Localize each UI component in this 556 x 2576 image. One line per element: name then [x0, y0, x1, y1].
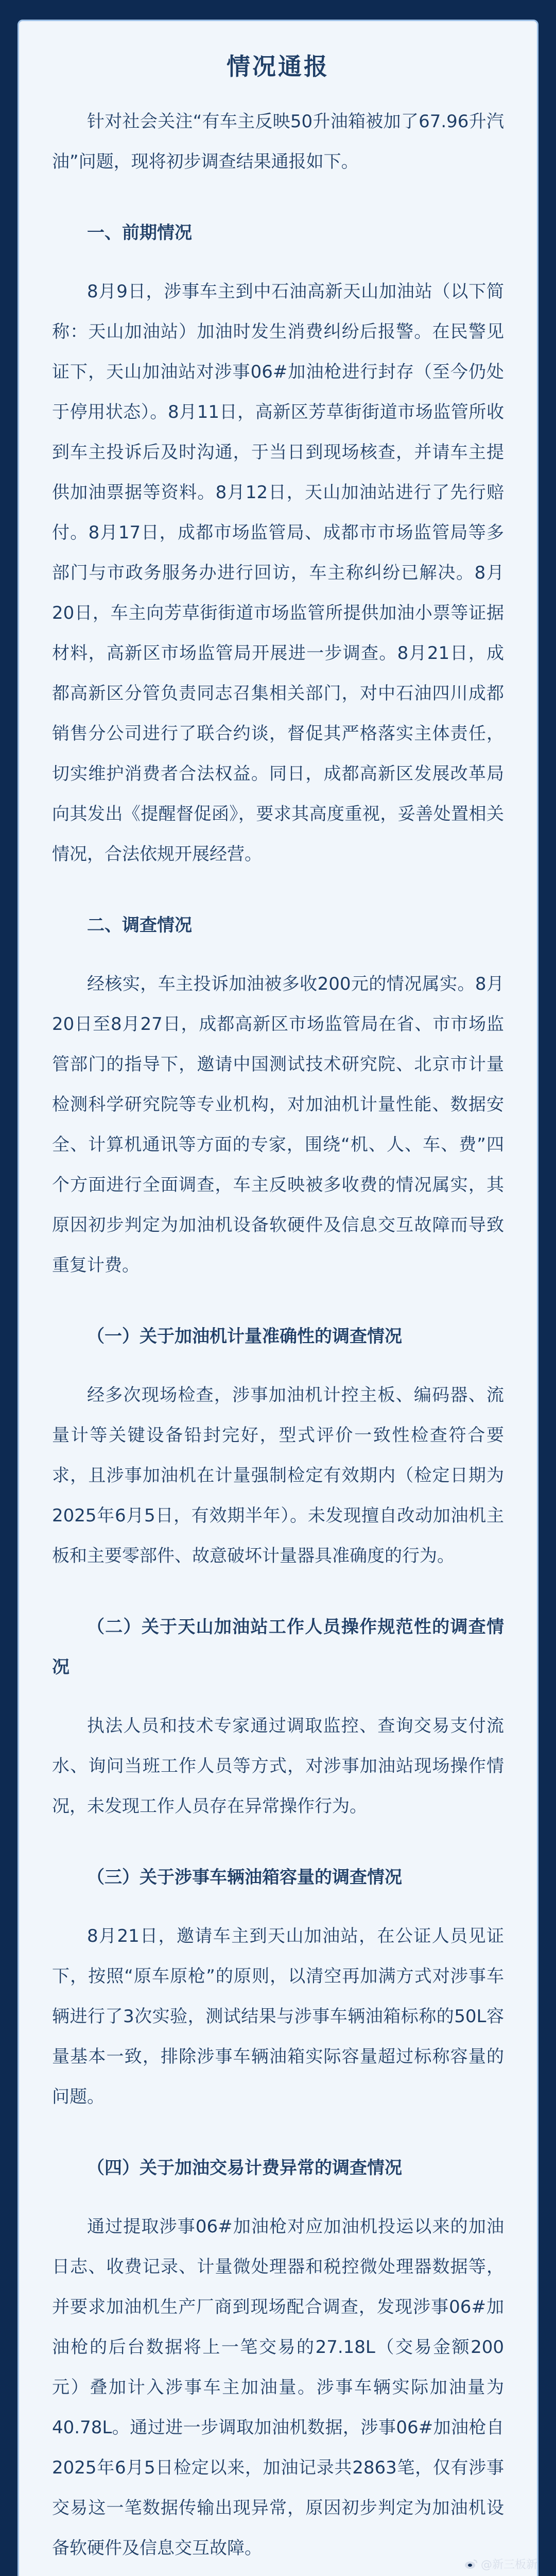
watermark [464, 2556, 537, 2572]
subsection-2-text: 执法人员和技术专家通过调取监控、查询交易支付流水、询问当班工作人员等方式，对涉事加油站现场操作情况，未发现工作人员存在异常操作行为。 [52, 1716, 504, 1817]
subsection-4-text: 通过提取涉事06#加油枪对应加油机投运以来的加油日志、收费记录、计量微处理器和税控微处理器数据等，并要求加油机生产厂商到现场配合调查，发现涉事06#加油枪的后台数据将上一笔交易的27.18L（交易金额200元）叠加计入涉事车主加油量。涉事车辆实际加油量为40.78L。通过进一步调取加油机数据，涉事06#加油枪自2025年6月5日检定以来，加油记录共2863笔，仅有涉事交易这一笔数据传输出现异常，原因初步判定为加油机设备软硬件及信息交互故障。 [52, 2216, 504, 2558]
section-2-intro: 经核实，车主投诉加油被多收200元的情况属实。8月20日至8月27日，成都高新区市场监管局在省、市市场监管部门的指导下，邀请中国测试技术研究院、北京市计量检测科学研究院等专业机构，对加油机计量性能、数据安全、计算机通讯等方面的专家，围绕“机、人、车、费”四个方面进行全面调查，车主反映被多收费的情况属实，其原因初步判定为加油机设备软硬件及信息交互故障而导致重复计费。 [52, 974, 504, 1276]
notice-document [18, 20, 538, 2576]
subsection-3-text: 8月21日，邀请车主到天山加油站，在公证人员见证下，按照“原车原枪”的原则，以清空再加满方式对涉事车辆进行了3次实验，测试结果与涉事车辆油箱标称的50L容量基本一致，排除涉事车辆油箱实际容量超过标称容量的问题。 [52, 1926, 504, 2107]
section-2-heading: 二、调查情况 [87, 915, 192, 936]
subsection-2-heading: （二）关于天山加油站工作人员操作规范性的调查情况 [52, 1617, 504, 1677]
notice-body [19, 87, 537, 2576]
weibo-logo-icon [464, 2558, 478, 2570]
notice-title: 情况通报 [227, 53, 329, 80]
intro-paragraph: 针对社会关注“有车主反映50升油箱被加了67.96升汽油”问题，现将初步调查结果通报如下。 [52, 111, 504, 172]
section-1-heading: 一、前期情况 [87, 223, 192, 243]
subsection-3-heading: （三）关于涉事车辆油箱容量的调查情况 [87, 1867, 402, 1888]
watermark-text: @新三板新 [480, 2558, 537, 2571]
subsection-1-text: 经多次现场检查，涉事加油机计控主板、编码器、流量计等关键设备铅封完好，型式评价一致性检查符合要求，且涉事加油机在计量强制检定有效期内（检定日期为2025年6月5日，有效期半年）。未发现擅自改动加油机主板和主要零部件、故意破坏计量器具准确度的行为。 [52, 1385, 504, 1566]
subsection-4-heading: （四）关于加油交易计费异常的调查情况 [87, 2158, 402, 2178]
section-1-paragraph: 8月9日，涉事车主到中石油高新天山加油站（以下简称：天山加油站）加油时发生消费纠纷后报警。在民警见证下，天山加油站对涉事06#加油枪进行封存（至今仍处于停用状态）。8月11日，高新区芳草街街道市场监管所收到车主投诉后及时沟通，于当日到现场核查，并请车主提供加油票据等资料。8月12日，天山加油站进行了先行赔付。8月17日，成都市场监管局、成都市市场监管局等多部门与市政务服务办进行回访，车主称纠纷已解决。8月20日，车主向芳草街街道市场监管所提供加油小票等证据材料，高新区市场监管局开展进一步调查。8月21日，成都高新区分管负责同志召集相关部门，对中石油四川成都销售分公司进行了联合约谈，督促其严格落实主体责任，切实维护消费者合法权益。同日，成都高新区发展改革局向其发出《提醒督促函》，要求其高度重视，妥善处置相关情况，合法依规开展经营。 [52, 281, 504, 865]
subsection-1-heading: （一）关于加油机计量准确性的调查情况 [87, 1326, 402, 1347]
